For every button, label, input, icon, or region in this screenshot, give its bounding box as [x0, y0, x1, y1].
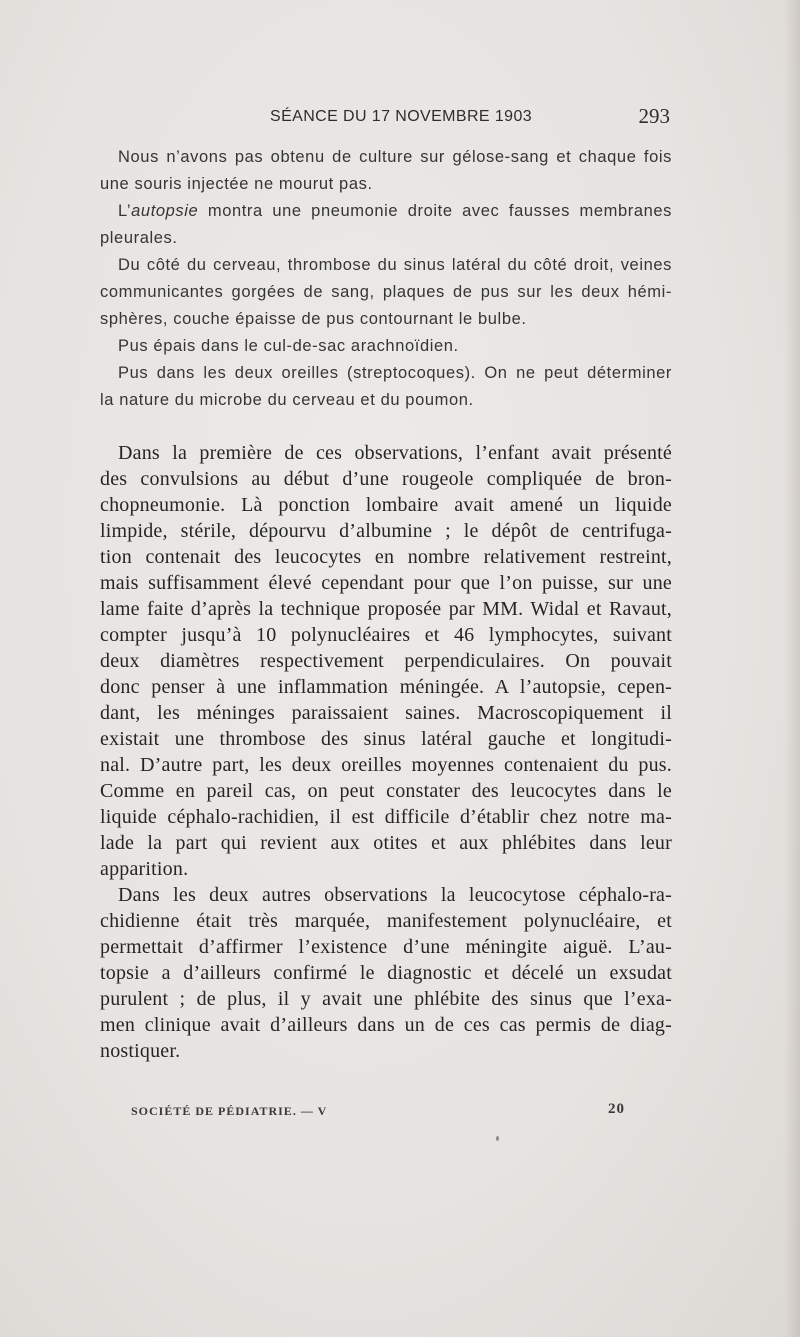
text-line: lame faite d’après la technique proposée par MM. Widal et Ravaut,: [100, 598, 672, 620]
text-line: topsie a d’ailleurs confirmé le diagnostic et décelé un exsudat: [100, 962, 672, 984]
text-line: Pus dans les deux oreilles (streptocoques). On ne peut déterminer: [118, 364, 672, 382]
signature-text: SOCIÉTÉ DE PÉDIATRIE. — V: [131, 1104, 328, 1118]
text-line: communicantes gorgées de sang, plaques de pus sur les deux hémi-: [100, 283, 672, 301]
text-line: lade la part qui revient aux otites et aux phlébites dans leur: [100, 832, 672, 854]
text-line: nal. D’autre part, les deux oreilles moyennes contenaient du pus.: [100, 754, 672, 776]
printer-signature: [131, 1100, 625, 1122]
discussion-text: [100, 440, 672, 1064]
text-line: liquide céphalo-rachidien, il est difficile d’établir chez notre ma-: [100, 806, 672, 828]
text-line: men clinique avait d’ailleurs dans un de ces cas permis de diag-: [100, 1014, 672, 1036]
text-line: dant, les méninges paraissaient saines. Macroscopiquement il: [100, 702, 672, 724]
text-line-autopsie: L’autopsie montra une pneumonie droite avec fausses membranes: [118, 202, 672, 220]
text-line: Nous n’avons pas obtenu de culture sur gélose-sang et chaque fois: [118, 148, 672, 166]
paper-speck: [496, 1136, 499, 1141]
page-edge-shadow: [784, 0, 800, 1337]
case-report-text: [100, 144, 672, 414]
page-number: 293: [638, 104, 670, 128]
text-line: Du côté du cerveau, thrombose du sinus latéral du côté droit, veines: [118, 256, 672, 274]
running-head: SÉANCE DU 17 NOVEMBRE 1903: [270, 108, 533, 125]
text-line: limpide, stérile, dépourvu d’albumine ; le dépôt de centrifuga-: [100, 520, 672, 542]
text-line: permettait d’affirmer l’existence d’une méningite aiguë. L’au-: [100, 936, 672, 958]
text-line: pleurales.: [100, 229, 178, 247]
text-line: deux diamètres respectivement perpendiculaires. On pouvait: [100, 650, 672, 672]
text-line: chidienne était très marquée, manifestement polynucléaire, et: [100, 910, 672, 932]
text-line: purulent ; de plus, il y avait une phlébite des sinus que l’exa-: [100, 988, 672, 1010]
text-line: compter jusqu’à 10 polynucléaires et 46 lymphocytes, suivant: [100, 624, 672, 646]
text-line: apparition.: [100, 858, 189, 880]
text-line: mais suffisamment élevé cependant pour que l’on puisse, sur une: [100, 572, 672, 594]
signature-number: 20: [608, 1101, 625, 1117]
italic-word: autopsie: [131, 202, 199, 220]
text-line: donc penser à une inflammation méningée. A l’autopsie, cepen-: [100, 676, 672, 698]
text-line: une souris injectée ne mourut pas.: [100, 175, 373, 193]
text-line: Dans la première de ces observations, l’enfant avait présenté: [118, 442, 672, 464]
text-line: Comme en pareil cas, on peut constater des leucocytes dans le: [100, 780, 672, 802]
text-line: Pus épais dans le cul-de-sac arachnoïdien.: [118, 337, 459, 355]
text-line: sphères, couche épaisse de pus contournant le bulbe.: [100, 310, 527, 328]
text-line: chopneumonie. Là ponction lombaire avait amené un liquide: [100, 494, 672, 516]
page-header: [100, 104, 672, 132]
text-line: la nature du microbe du cerveau et du poumon.: [100, 391, 474, 409]
text-line: des convulsions au début d’une rougeole compliquée de bron-: [100, 468, 672, 490]
text-line: nostiquer.: [100, 1040, 181, 1062]
text-line: Dans les deux autres observations la leucocytose céphalo-ra-: [118, 884, 672, 906]
text-line: tion contenait des leucocytes en nombre relativement restreint,: [100, 546, 672, 568]
text-line: existait une thrombose des sinus latéral gauche et longitudi-: [100, 728, 672, 750]
